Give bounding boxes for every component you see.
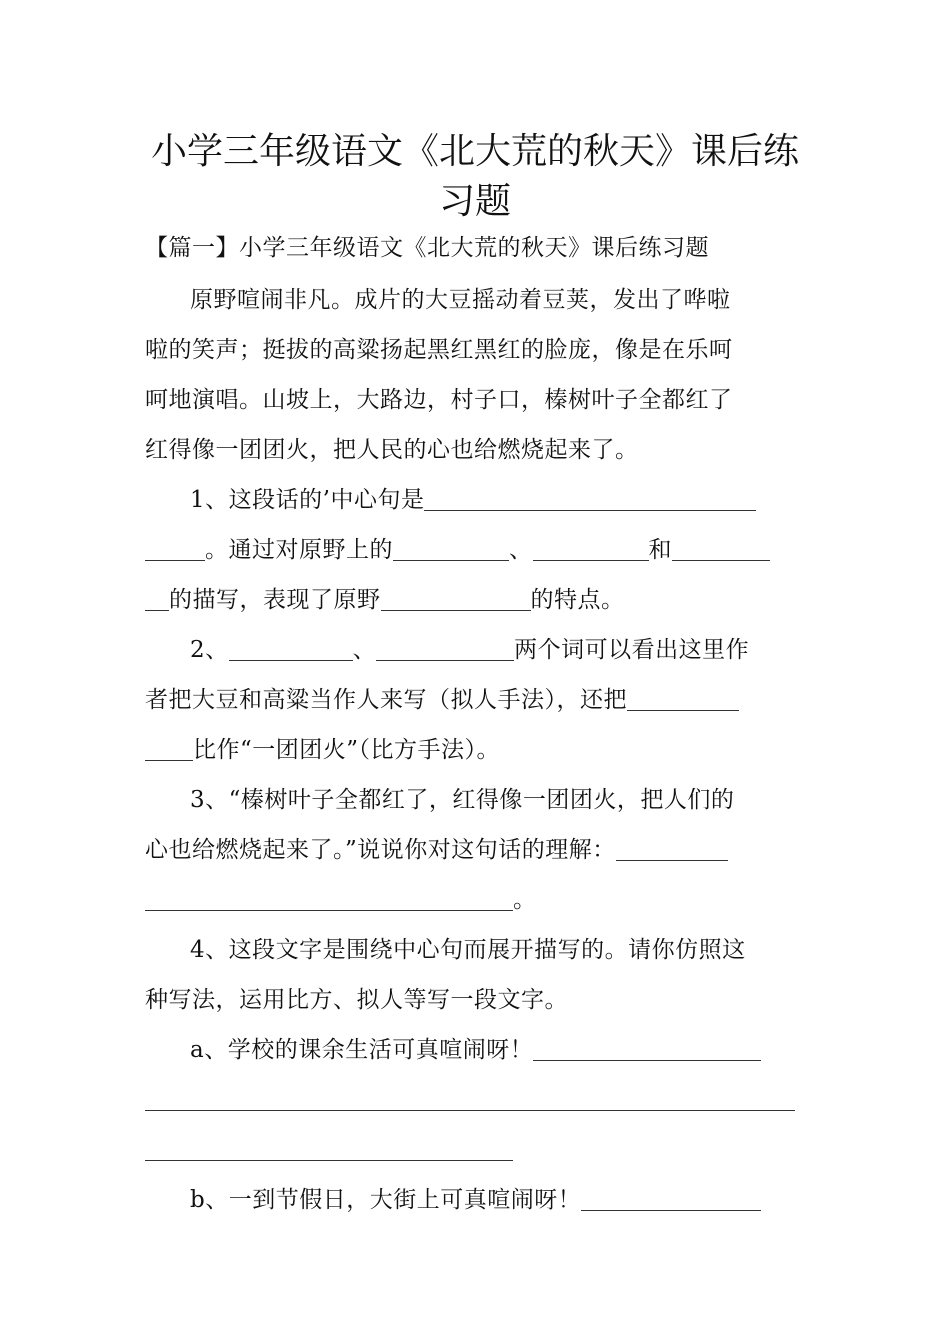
passage-line-3: 呵地演唱。山坡上，大路边，村子口，榛树叶子全都红了 (145, 387, 733, 413)
passage-line-2: 啦的笑声；挺拔的高粱扬起黑红黑红的脸庞，像是在乐呵 (145, 337, 733, 363)
answer-blank[interactable] (145, 1088, 795, 1111)
question-2-line-1 (190, 635, 807, 665)
question-4-sub-a (190, 1035, 807, 1065)
answer-blank[interactable] (393, 538, 509, 561)
question-1-text: 的特点。 (530, 587, 625, 613)
question-1-line-2 (145, 535, 807, 565)
answer-blank[interactable] (533, 538, 649, 561)
answer-blank[interactable] (424, 488, 756, 511)
question-4-sub-b-text: b、一到节假日，大街上可真喧闹呀！ (190, 1187, 582, 1213)
question-2-line-2 (145, 685, 807, 715)
question-4-sub-a-text: a、学校的课余生活可真喧闹呀！ (190, 1037, 534, 1063)
answer-blank[interactable] (376, 638, 514, 661)
answer-blank[interactable] (145, 588, 169, 611)
question-3-line-2 (145, 835, 807, 865)
question-1-text: 、 (509, 537, 533, 563)
question-2-text: 者把大豆和高粱当作人来写（拟人手法），还把 (145, 687, 627, 713)
answer-blank[interactable] (533, 1038, 761, 1061)
question-1-line-3 (145, 585, 807, 615)
answer-blank[interactable] (145, 1138, 513, 1161)
question-4-sub-b (190, 1185, 807, 1215)
question-3-text: 心也给燃烧起来了。”说说你对这句话的理解： (145, 837, 616, 863)
question-1-text: 1、这段话的’中心句是 (190, 487, 425, 513)
question-2-line-3 (145, 735, 807, 765)
question-4-line-2: 种写法，运用比方、拟人等写一段文字。 (145, 987, 568, 1013)
answer-blank[interactable] (581, 1188, 761, 1211)
passage-line-1: 原野喧闹非凡。成片的大豆摇动着豆荚，发出了哗啦 (190, 287, 731, 313)
answer-blank[interactable] (672, 538, 770, 561)
question-2-text: 比作“一团团火”（比方手法）。 (193, 737, 501, 763)
passage-line-4: 红得像一团团火，把人民的心也给燃烧起来了。 (145, 437, 639, 463)
document-title-line-1: 小学三年级语文《北大荒的秋天》课后练 (150, 131, 799, 172)
document-title-line-2: 习题 (438, 181, 511, 222)
question-3-text: 。 (513, 887, 537, 913)
question-4-sub-a-answer-line-1 (145, 1085, 807, 1115)
answer-blank[interactable] (381, 588, 531, 611)
answer-blank[interactable] (145, 538, 205, 561)
question-1-line-1 (190, 485, 807, 515)
answer-blank[interactable] (616, 838, 728, 861)
answer-blank[interactable] (145, 738, 193, 761)
question-3-line-3 (145, 885, 807, 915)
question-4-sub-a-answer-line-2 (145, 1135, 807, 1165)
question-1-text: 和 (648, 537, 672, 563)
question-1-text: 。通过对原野上的 (205, 537, 393, 563)
question-2-text: 两个词可以看出这里作 (514, 637, 750, 663)
answer-blank[interactable] (627, 688, 739, 711)
section-heading: 【篇一】小学三年级语文《北大荒的秋天》课后练习题 (145, 235, 709, 261)
answer-blank[interactable] (229, 638, 353, 661)
question-3-line-1: 3、“榛树叶子全都红了，红得像一团团火，把人们的 (190, 787, 735, 813)
question-4-line-1: 4、这段文字是围绕中心句而展开描写的。请你仿照这 (190, 937, 746, 963)
question-1-text: 的描写，表现了原野 (169, 587, 381, 613)
question-2-text: 、 (352, 637, 377, 663)
answer-blank[interactable] (145, 888, 513, 911)
question-2-text: 2、 (190, 637, 229, 663)
